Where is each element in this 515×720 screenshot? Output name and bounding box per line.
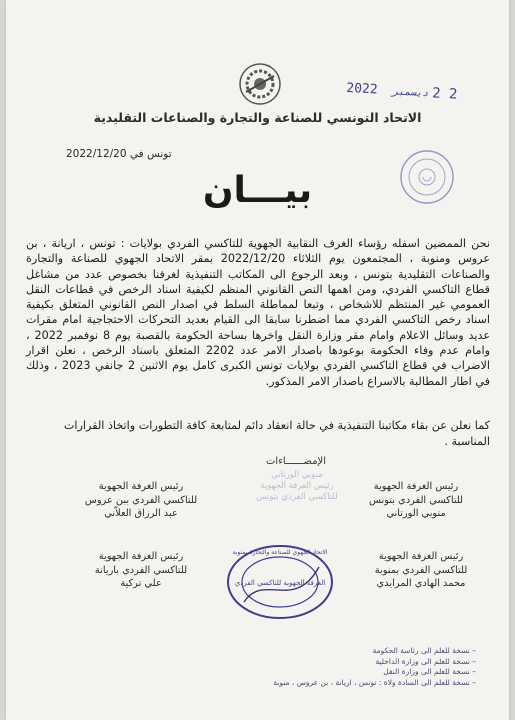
organization-name: الاتحاد التونسي للصناعة والتجارة والصناعات التقليدية: [93, 110, 422, 125]
copy-item: – نسخة للعلم الى رئاسة الحكومة: [156, 646, 476, 657]
signature-role: رئيس الغرفة الجهوية: [378, 551, 464, 562]
signature-chamber: للتاكسي الفردي ببن عروس: [84, 494, 198, 506]
signature-tunis: [346, 480, 486, 521]
signature-chamber: للتاكسي الفردي بمنوبة: [374, 564, 468, 576]
faded-stamp-line: رئيس الغرفة الجهوية: [260, 481, 334, 491]
signature-manouba: [346, 550, 496, 591]
document-page: [6, 0, 509, 720]
closing-paragraph: كما نعلن عن بقاء مكاتبنا التنفيذية في حالة انعقاد دائم لمتابعة كافة التطورات واتخاذ القرارات المناسبة .: [63, 419, 490, 448]
stamp-center-text: الغرفة الجهوية للتاكسي الفردي: [234, 579, 326, 587]
statement-paragraph: نحن الممضين اسفله رؤساء الغرف النقابية الجهوية للتاكسي الفردي بولايات : تونس ، اريانة ، بن عروس ومنوبة ، المجتمعون يوم الثلاثاء 2022/12/20 بمقر الاتحاد الجهوي للصناعة والتجارة والصناعات التقليدية بتونس ، وبعد الرجوع الى المكاتب التنفيذية لغرفنا بخصوص عدد من مشاغل قطاع التاكسي الفردي، ومن اهمها النص القانوني المنظم لكيفية اسناد الرخص في قطاعات النقل العمومي غير المنتظم للاشخاص ، وتبعا لمماطلة السلط في اصدار النص القانوني المتعلق بكيفية اسناد رخص التاكسي الفردي مما اضطرنا سابقا الى القيام بعديد التحركات الاحتجاجية امام مقرات عديد وسائل الاعلام وامام مقر وزارة النقل واخرها بساحة الحكومة بالقصبة يوم 8 نوفمبر 2022 ، وامام عدم وفاء الحكومة بوعودها باصدار الامر عدد 2202 المتعلق باسناد الرخص ، نعلن اقرار الاضراب في قطاع التاكسي الفردي بولايات تونس الكبرى كامل يوم الاثنين 2 جانفي 2023 ، وذلك في اطار المطالبة بالاسراع باصدار الامر المذكور.: [26, 237, 491, 388]
signature-person: علي تركية: [120, 578, 162, 589]
signature-chamber: للتاكسي الفردي بتونس: [368, 494, 464, 506]
statement-body: [26, 236, 490, 389]
signature-role: رئيس الغرفة الجهوية: [98, 551, 184, 562]
signature-person: محمد الهادي المرايدي: [376, 578, 466, 589]
signature-person: منوبي الورتاني: [386, 508, 446, 519]
stamp-ring-text: الاتحاد الجهوي للصناعة والتجارة بمنوبة: [232, 549, 328, 556]
faded-stamp: [242, 470, 352, 530]
signature-ben-arous: [66, 480, 216, 521]
signature-chamber: للتاكسي الفردي باريانة: [94, 564, 188, 576]
faded-stamp-line: للتاكسي الفردي بتونس: [256, 492, 338, 502]
round-official-stamp: [224, 542, 336, 622]
copy-item: – نسخة للعلم الى السادة ولاة : تونس ، اريانة ، بن عروس ، منوبة: [156, 678, 476, 689]
signature-role: رئيس الغرفة الجهوية: [98, 481, 184, 492]
signature-role: رئيس الغرفة الجهوية: [373, 481, 459, 492]
place-and-date: تونس في 2022/12/20: [66, 148, 172, 160]
copies-list: [156, 646, 476, 688]
copy-item: – نسخة للعلم الى وزارة الداخلية: [156, 657, 476, 668]
received-date-stamp: 2022 ديسمبر 2 2: [345, 80, 458, 103]
organization-logo: [238, 62, 282, 106]
copy-item: – نسخة للعلم الى وزارة النقل: [156, 667, 476, 678]
signature-ariana: [66, 550, 216, 591]
signatures-heading: الإمضــــــاءات: [266, 456, 327, 467]
document-title: بيـــان: [202, 170, 313, 211]
faded-stamp-line: منوبي الورتاني: [271, 470, 323, 480]
signature-person: عبد الرزاق العلاّني: [104, 508, 178, 519]
